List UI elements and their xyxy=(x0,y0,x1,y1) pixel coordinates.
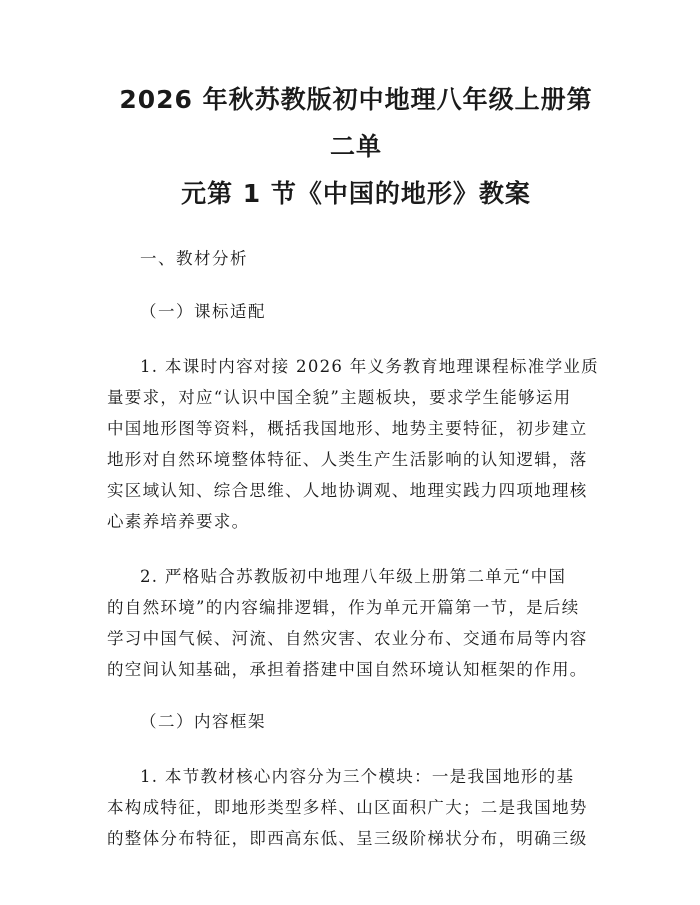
document-title xyxy=(107,76,605,217)
paragraph-line: 的自然环境”的内容编排逻辑，作为单元开篇第一节，是后续 xyxy=(107,598,580,617)
subsection-heading-content-framework: （二）内容框架 xyxy=(140,712,266,731)
paragraph-line: 心素养培养要求。 xyxy=(107,512,250,531)
title-line: 元第 1 节《中国的地形》教案 xyxy=(181,179,531,208)
paragraph-line: 的整体分布特征，即西高东低、呈三级阶梯状分布，明确三级 xyxy=(107,829,588,848)
paragraph-1 xyxy=(107,351,605,537)
paragraph-line: 1. 本节教材核心内容分为三个模块：一是我国地形的基 xyxy=(140,767,575,786)
paragraph-line: 本构成特征，即地形类型多样、山区面积广大；二是我国地势 xyxy=(107,798,588,817)
paragraph-line: 1. 本课时内容对接 2026 年义务教育地理课程标准学业质 xyxy=(140,357,599,376)
subsection-heading-curriculum-fit: （一）课标适配 xyxy=(140,302,266,321)
paragraph-line: 地形对自然环境整体特征、人类生产生活影响的认知逻辑，落 xyxy=(107,450,588,469)
paragraph-line: 中国地形图等资料，概括我国地形、地势主要特征，初步建立 xyxy=(107,419,588,438)
paragraph-line: 学习中国气候、河流、自然灾害、农业分布、交通布局等内容 xyxy=(107,629,588,648)
paragraph-line: 的空间认知基础，承担着搭建中国自然环境认知框架的作用。 xyxy=(107,660,588,679)
paragraph-2 xyxy=(107,561,605,685)
paragraph-3 xyxy=(107,761,605,854)
paragraph-line: 实区域认知、综合思维、人地协调观、地理实践力四项地理核 xyxy=(107,481,588,500)
section-heading-textbook-analysis: 一、教材分析 xyxy=(140,249,248,268)
title-line: 2026 年秋苏教版初中地理八年级上册第二单 xyxy=(119,85,593,161)
paragraph-line: 量要求，对应“认识中国全貌”主题板块，要求学生能够运用 xyxy=(107,388,572,407)
paragraph-line: 2. 严格贴合苏教版初中地理八年级上册第二单元“中国 xyxy=(140,567,567,586)
